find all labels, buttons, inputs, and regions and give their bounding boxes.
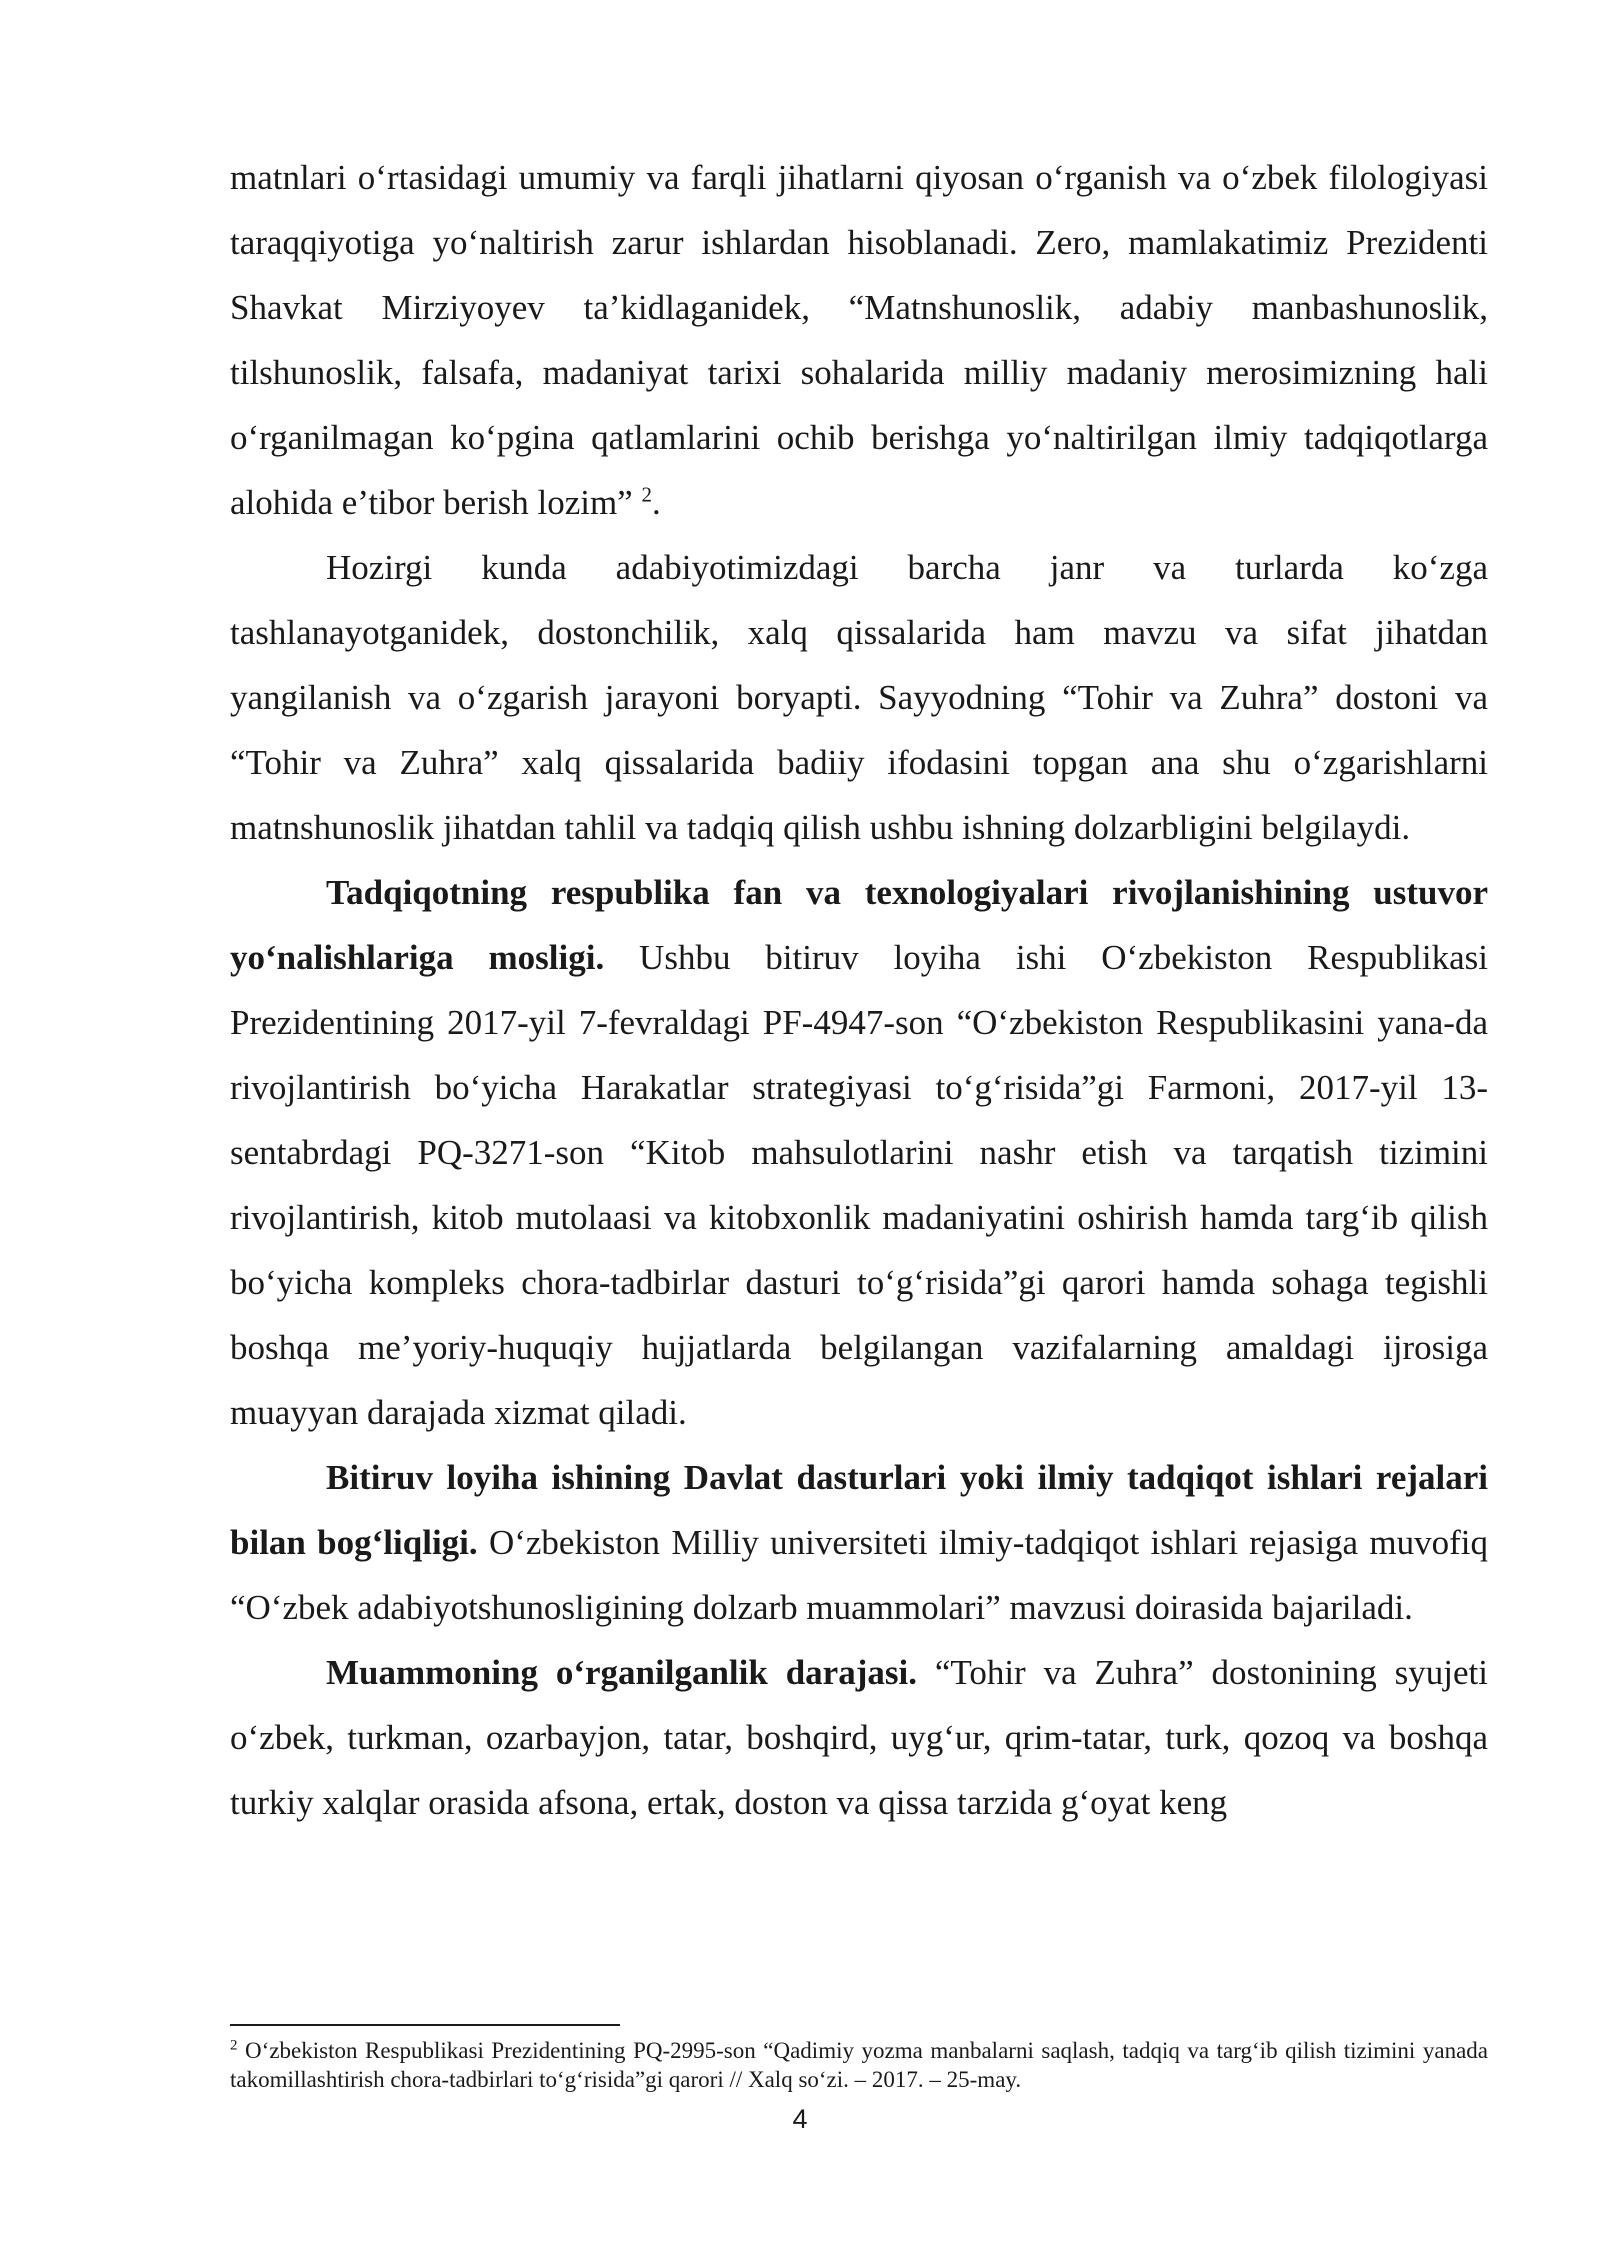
paragraph-text: O‘zbekiston Milliy universiteti ilmiy-tadqiqot ishlari rejasiga muvofiq “O‘zbek adabiyotshunosligining dolzarb muammolari” mavzusi doirasida bajariladi.	[230, 1523, 1488, 1627]
paragraph-heading: Muammoning o‘rganilganlik darajasi.	[326, 1653, 917, 1692]
paragraph-tail: .	[651, 483, 661, 522]
footnote	[230, 2036, 1488, 2094]
paragraph-5	[230, 1640, 1488, 1835]
paragraph-text: Ushbu bitiruv loyiha ishi O‘zbekiston Respublikasi Prezidentining 2017-yil 7-fevraldagi PF-4947-son “O‘zbekiston Respublikasini yana-da rivojlantirish bo‘yicha Harakatlar strategiyasi to‘g‘risida”gi Farmoni, 2017-yil 13-sentabrdagi PQ-3271-son “Kitob mahsulotlarini nashr etish va tarqatish tizimini rivojlantirish, kitob mutolaasi va kitobxonlik madaniyatini oshirish hamda targ‘ib qilish bo‘yicha kompleks chora-tadbirlar dasturi to‘g‘risida”gi qarori hamda sohaga tegishli boshqa me’yoriy-huquqiy hujjatlarda belgilangan vazifalarning amaldagi ijrosiga muayyan darajada xizmat qiladi.	[230, 938, 1488, 1432]
paragraph-3	[230, 860, 1488, 1445]
page-number: 4	[792, 2104, 808, 2134]
paragraph-text: Hozirgi kunda adabiyotimizdagi barcha janr va turlarda ko‘zga tashlanayotganidek, dostonchilik, xalq qissalarida ham mavzu va sifat jihatdan yangilanish va o‘zgarish jarayoni boryapti. Sayyodning “Tohir va Zuhra” dostoni va “Tohir va Zuhra” xalq qissalarida badiiy ifodasini topgan ana shu o‘zgarishlarni matnshunoslik jihatdan tahlil va tadqiq qilish ushbu ishning dolzarbligini belgilaydi.	[230, 548, 1488, 847]
footnote-reference[interactable]: 2	[641, 482, 652, 507]
paragraph-heading: Bitiruv loyiha ishining Davlat dasturlari yoki ilmiy tadqiqot ishlari rejalari bilan bog‘liqligi.	[230, 1458, 1488, 1562]
paragraph-text: matnlari o‘rtasidagi umumiy va farqli jihatlarni qiyosan o‘rganish va o‘zbek filologiyasi taraqqiyotiga yo‘naltirish zarur ishlardan hisoblanadi. Zero, mamlakatimiz Prezidenti Shavkat Mirziyoyev ta’kidlaganidek, “Matnshunoslik, adabiy manbashunoslik, tilshunoslik, falsafa, madaniyat tarixi sohalarida milliy madaniy merosimizning hali o‘rganilmagan ko‘pgina qatlamlarini ochib berishga yo‘naltirilgan ilmiy tadqiqotlarga alohida e’tibor berish lozim”	[230, 158, 1488, 522]
paragraph-4	[230, 1445, 1488, 1640]
footnote-separator	[230, 2024, 620, 2026]
paragraph-1	[230, 145, 1488, 535]
body-text	[230, 145, 1488, 1835]
paragraph-text: “Tohir va Zuhra” dostonining syujeti o‘zbek, turkman, ozarbayjon, tatar, boshqird, uyg‘ur, qrim-tatar, turk, qozoq va boshqa turkiy xalqlar orasida afsona, ertak, doston va qissa tarzida g‘oyat keng	[230, 1653, 1488, 1822]
paragraph-2	[230, 535, 1488, 860]
paragraph-heading: Tadqiqotning respublika fan va texnologiyalari rivojlanishining ustuvor yo‘nalishlariga mosligi.	[230, 873, 1488, 977]
footnote-text: O‘zbekiston Respublikasi Prezidentining PQ-2995-son “Qadimiy yozma manbalarni saqlash, tadqiq va targ‘ib qilish tizimini yanada takomillashtirish chora-tadbirlari to‘g‘risida”gi qarori // Xalq so‘zi. – 2017. – 25-may.	[230, 2038, 1488, 2092]
footnote-number: 2	[230, 2037, 238, 2054]
